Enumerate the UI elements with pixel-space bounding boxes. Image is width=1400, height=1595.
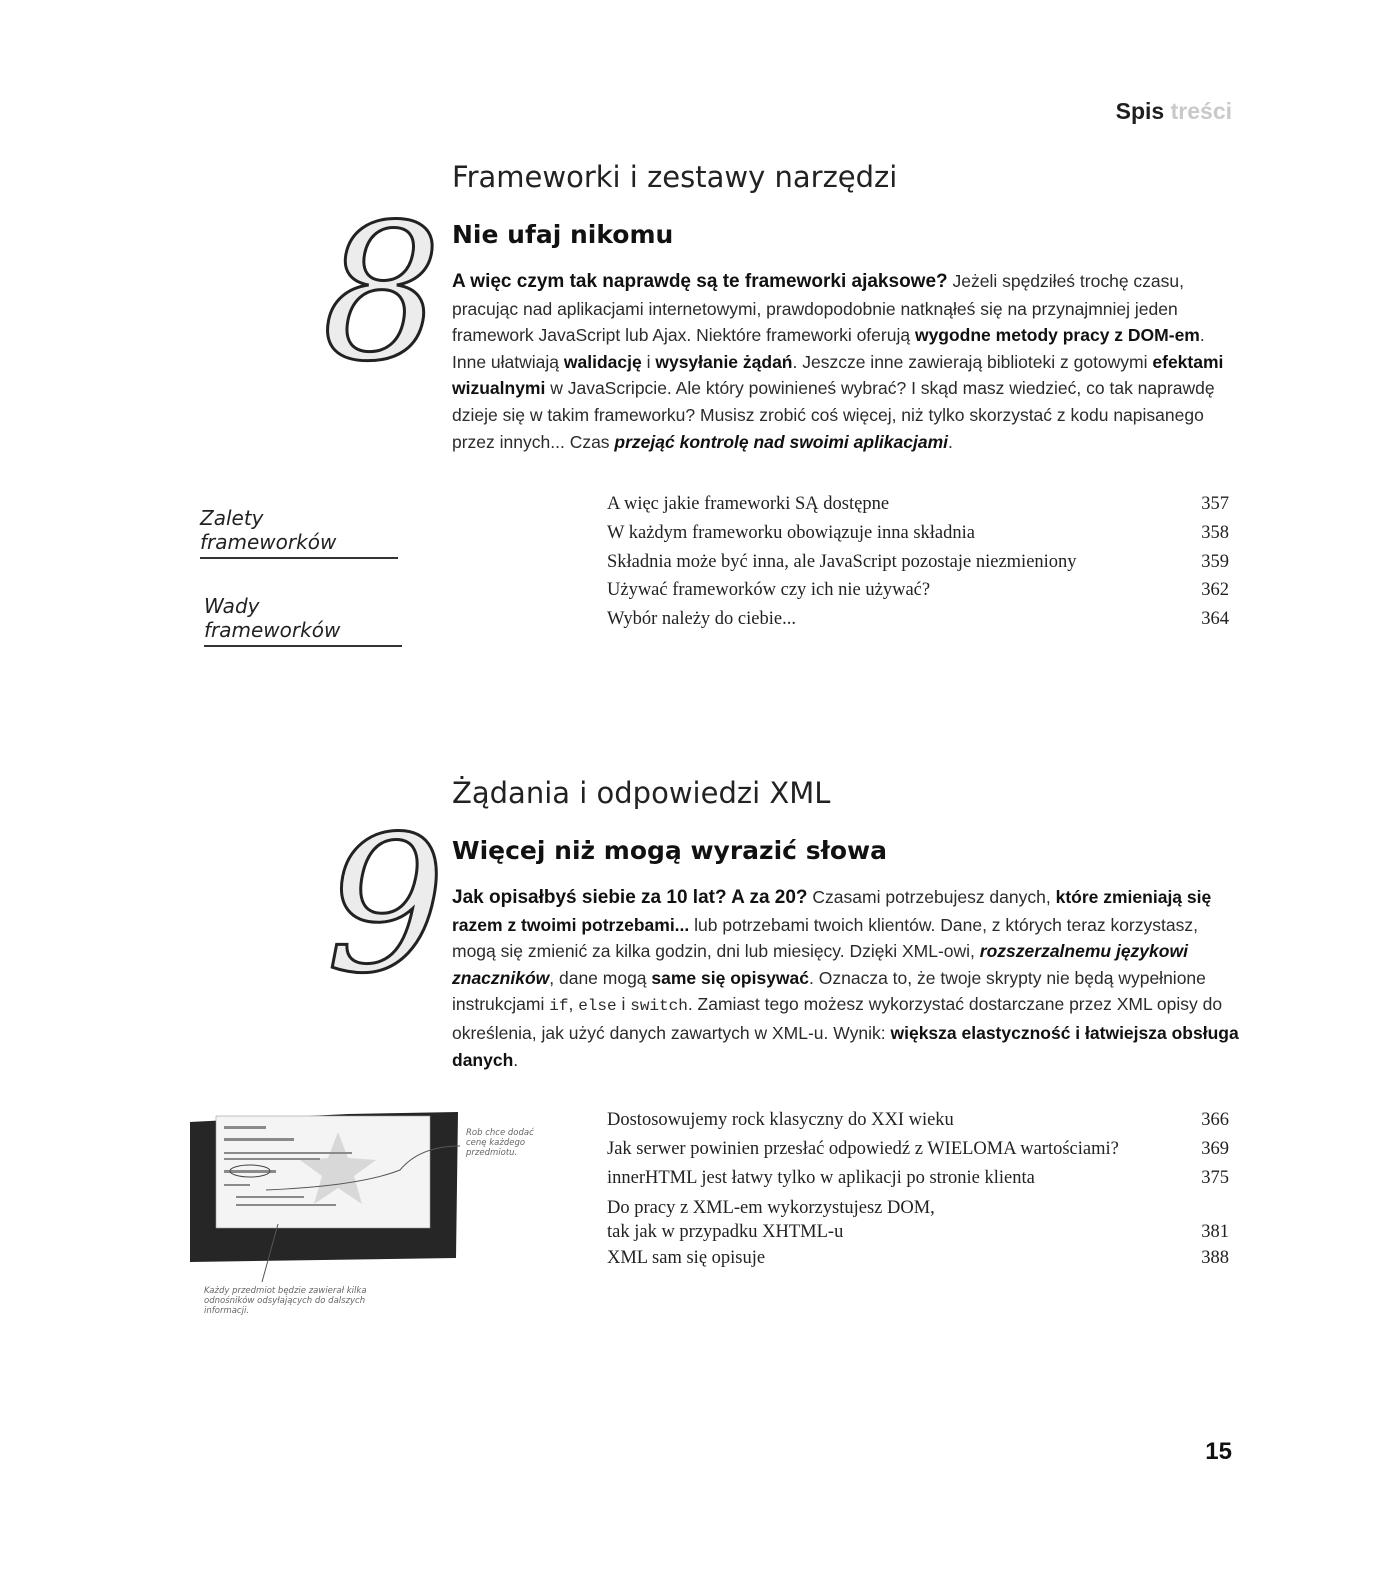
note-wady: Wady frameworków bbox=[204, 594, 402, 647]
page-number: 15 bbox=[1205, 1438, 1232, 1465]
header-word-spis: Spis bbox=[1115, 98, 1165, 124]
toc-row[interactable]: A więc jakie frameworki SĄ dostępne 357 bbox=[607, 494, 1229, 514]
figure-arrows bbox=[180, 1126, 480, 1286]
chapter-9-description: Jak opisałbyś siebie za 10 lat? A za 20? Czasami potrzebujesz danych, które zmieniają się razem z twoimi potrzebami... lub potrzebami twoich klientów. Dane, z których teraz korzystasz, mogą się zmienić za kilka godzin, dni lub miesięcy. Dzięki XML-owi, rozszerzalnemu językowi znaczników, dane mogą same się opisywać. Oznacza to, że twoje skrypty nie będą wypełnione instrukcjami if, else i switch. Zamiast tego możesz wykorzystać dostarczane przez XML opisy do określenia, jak użyć danych zawartych w XML-u. Wynik: większa elastyczność i łatwiejsza obsługa danych. bbox=[452, 887, 1239, 1070]
toc-row[interactable]: W każdym frameworku obowiązuje inna składnia 358 bbox=[607, 522, 1229, 543]
toc-row[interactable]: Jak serwer powinien przesłać odpowiedź z WIELOMA wartościami? 369 bbox=[607, 1138, 1229, 1159]
toc-row[interactable]: Do pracy z XML-em wykorzystujesz DOM, tak jak w przypadku XHTML-u 381 bbox=[607, 1198, 1229, 1243]
chapter-9-subtitle: Więcej niż mogą wyrazić słowa bbox=[452, 836, 887, 865]
running-header bbox=[1116, 98, 1232, 125]
toc-row[interactable]: innerHTML jest łatwy tylko w aplikacji po stronie klienta 375 bbox=[607, 1167, 1229, 1188]
chapter-9-toc bbox=[607, 1106, 1229, 1273]
chapter-number-9: 9 bbox=[326, 796, 442, 1015]
figure-callout-bottom: Każdy przedmiot będzie zawierał kilka odnośników odsyłających do dalszych informacji. bbox=[204, 1286, 367, 1316]
chapter-number-8: 8 bbox=[322, 184, 438, 403]
toc-row[interactable]: Dostosowujemy rock klasyczny do XXI wieku 366 bbox=[607, 1110, 1229, 1130]
toc-row[interactable]: Składnia może być inna, ale JavaScript pozostaje niezmieniony 359 bbox=[607, 551, 1229, 572]
chapter-8-toc bbox=[607, 490, 1229, 634]
figure-callout-right: Rob chce dodać cenę każdego przedmiotu. bbox=[466, 1128, 534, 1158]
chapter-8-description: A więc czym tak naprawdę są te frameworki ajaksowe? Jeżeli spędziłeś trochę czasu, pracując nad aplikacjami internetowymi, prawdopodobnie natknąłeś się na przynajmniej jeden framework JavaScript lub Ajax. Niektóre frameworki oferują wygodne metody pracy z DOM-em. Inne ułatwiają walidację i wysyłanie żądań. Jeszcze inne zawierają biblioteki z gotowymi efektami wizualnymi w JavaScripcie. Ale który powinieneś wybrać? I skąd masz wiedzieć, co tak naprawdę dzieje się w takim frameworku? Musisz zrobić coś więcej, niż tylko skorzystać z kodu napisanego przez innych... Czas przejąć kontrolę nad swoimi aplikacjami. bbox=[452, 271, 1224, 452]
chapter-9-title: Żądania i odpowiedzi XML bbox=[452, 776, 831, 810]
chapter-8-title: Frameworki i zestawy narzędzi bbox=[452, 160, 898, 194]
header-word-tresci: treści bbox=[1170, 98, 1232, 124]
toc-row[interactable]: XML sam się opisuje 388 bbox=[607, 1248, 1229, 1269]
toc-row[interactable]: Używać frameworków czy ich nie używać? 362 bbox=[607, 580, 1229, 601]
toc-row[interactable]: Wybór należy do ciebie... 364 bbox=[607, 609, 1229, 630]
chapter-8-subtitle: Nie ufaj nikomu bbox=[452, 220, 674, 249]
note-zalety: Zalety frameworków bbox=[200, 506, 398, 559]
